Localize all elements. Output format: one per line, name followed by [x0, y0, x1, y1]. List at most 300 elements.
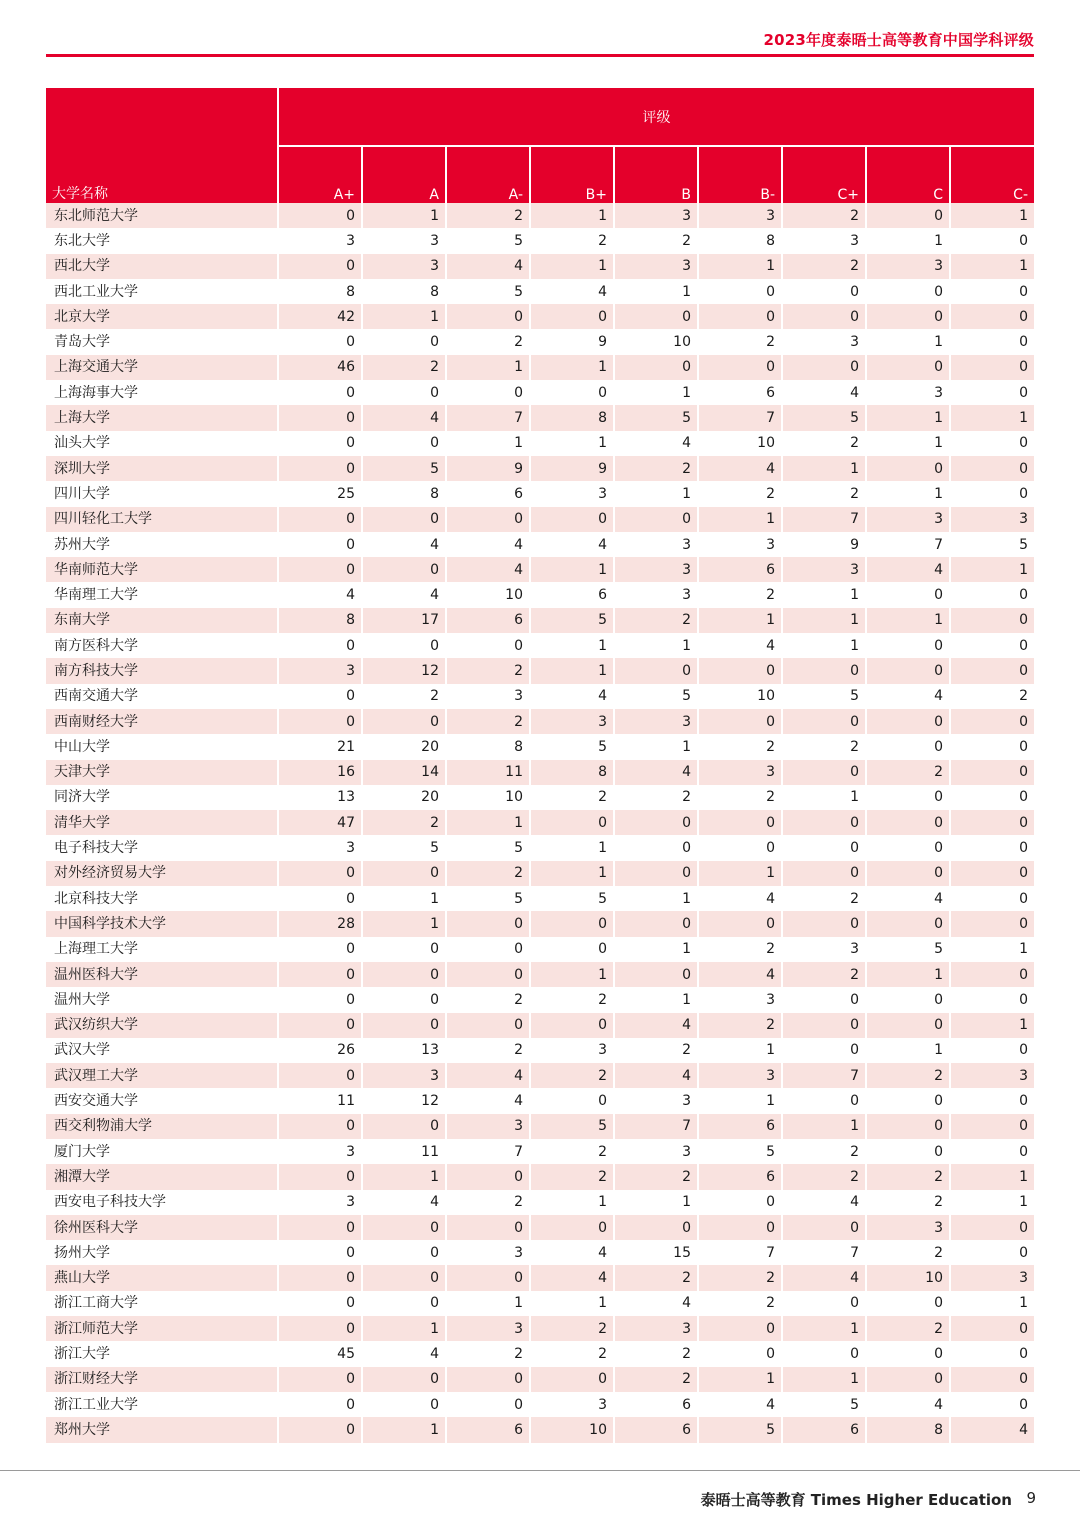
university-name-cell: 浙江工商大学: [46, 1291, 278, 1316]
grade-count-cell: 4: [530, 1265, 614, 1290]
grade-count-cell: 0: [446, 911, 530, 936]
grade-count-cell: 3: [614, 532, 698, 557]
grade-count-cell: 5: [614, 684, 698, 709]
grade-count-cell: 0: [782, 911, 866, 936]
grade-count-cell: 2: [782, 734, 866, 759]
grade-count-cell: 2: [614, 1038, 698, 1063]
grade-count-cell: 4: [446, 1088, 530, 1113]
grade-count-cell: 0: [866, 279, 950, 304]
university-name-cell: 扬州大学: [46, 1240, 278, 1265]
grade-count-cell: 5: [530, 608, 614, 633]
university-name-cell: 武汉理工大学: [46, 1063, 278, 1088]
university-name-cell: 浙江工业大学: [46, 1392, 278, 1417]
grade-count-cell: 0: [866, 911, 950, 936]
grade-count-cell: 0: [782, 279, 866, 304]
university-name-cell: 苏州大学: [46, 532, 278, 557]
university-name-cell: 浙江大学: [46, 1341, 278, 1366]
grade-count-cell: 0: [278, 1114, 362, 1139]
grade-count-cell: 4: [614, 760, 698, 785]
grade-count-cell: 2: [866, 1164, 950, 1189]
grade-count-cell: 0: [530, 1215, 614, 1240]
grade-count-cell: 0: [362, 633, 446, 658]
grade-count-cell: 1: [866, 1038, 950, 1063]
grade-count-cell: 0: [782, 355, 866, 380]
grade-count-cell: 3: [614, 709, 698, 734]
grade-count-cell: 1: [698, 254, 782, 279]
grade-count-cell: 6: [446, 608, 530, 633]
table-row: [46, 279, 1034, 304]
grade-count-cell: 0: [278, 709, 362, 734]
grade-count-cell: 2: [782, 1164, 866, 1189]
grade-count-cell: 5: [446, 886, 530, 911]
university-name-cell: 青岛大学: [46, 329, 278, 354]
grade-count-cell: 0: [614, 810, 698, 835]
grade-count-cell: 0: [950, 1215, 1034, 1240]
grade-count-cell: 2: [698, 937, 782, 962]
grade-count-cell: 21: [278, 734, 362, 759]
grade-count-cell: 0: [278, 203, 362, 228]
grade-count-cell: 9: [782, 532, 866, 557]
grade-count-cell: 7: [866, 532, 950, 557]
grade-count-cell: 2: [614, 1164, 698, 1189]
grade-count-cell: 1: [530, 835, 614, 860]
grade-count-cell: 0: [362, 987, 446, 1012]
grade-count-cell: 2: [530, 1139, 614, 1164]
table-row: [46, 962, 1034, 987]
grade-count-cell: 7: [782, 1063, 866, 1088]
grade-count-cell: 0: [278, 861, 362, 886]
grade-count-cell: 1: [698, 608, 782, 633]
grade-count-cell: 0: [698, 279, 782, 304]
grade-count-cell: 0: [698, 1341, 782, 1366]
grade-count-cell: 7: [446, 405, 530, 430]
university-name-cell: 天津大学: [46, 760, 278, 785]
grade-count-cell: 0: [278, 684, 362, 709]
grade-count-cell: 0: [446, 507, 530, 532]
grade-count-cell: 2: [614, 1367, 698, 1392]
grade-count-cell: 0: [362, 380, 446, 405]
grade-count-cell: 1: [866, 329, 950, 354]
grade-count-cell: 0: [446, 380, 530, 405]
grade-count-cell: 2: [614, 456, 698, 481]
grade-count-cell: 1: [950, 1164, 1034, 1189]
table-row: [46, 329, 1034, 354]
table-row: [46, 1164, 1034, 1189]
grade-count-cell: 3: [950, 507, 1034, 532]
university-name-cell: 东南大学: [46, 608, 278, 633]
university-name-cell: 浙江师范大学: [46, 1316, 278, 1341]
grade-count-cell: 4: [698, 886, 782, 911]
university-name-cell: 北京大学: [46, 304, 278, 329]
header-divider: [46, 54, 1034, 57]
grade-count-cell: 46: [278, 355, 362, 380]
grade-count-cell: 4: [866, 684, 950, 709]
grade-count-cell: 0: [278, 1417, 362, 1442]
grade-count-cell: 3: [446, 1240, 530, 1265]
grade-count-cell: 7: [614, 1114, 698, 1139]
table-row: [46, 582, 1034, 607]
grade-count-cell: 2: [446, 987, 530, 1012]
grade-count-cell: 1: [782, 456, 866, 481]
grade-count-cell: 13: [278, 785, 362, 810]
grade-count-cell: 3: [614, 203, 698, 228]
grade-count-cell: 0: [866, 1139, 950, 1164]
grade-count-cell: 0: [866, 785, 950, 810]
grade-count-cell: 2: [446, 203, 530, 228]
grade-count-cell: 1: [950, 1013, 1034, 1038]
university-name-cell: 上海理工大学: [46, 937, 278, 962]
grade-count-cell: 0: [446, 1392, 530, 1417]
grade-count-cell: 8: [530, 760, 614, 785]
grade-count-cell: 0: [530, 1088, 614, 1113]
grade-count-cell: 1: [866, 481, 950, 506]
table-row: [46, 1215, 1034, 1240]
grade-count-cell: 1: [950, 1190, 1034, 1215]
university-name-cell: 汕头大学: [46, 431, 278, 456]
grade-count-cell: 9: [530, 329, 614, 354]
grade-count-cell: 1: [530, 431, 614, 456]
grade-count-cell: 0: [278, 1265, 362, 1290]
grade-count-cell: 0: [950, 1088, 1034, 1113]
grade-count-cell: 2: [614, 1341, 698, 1366]
table-row: [46, 1013, 1034, 1038]
grade-count-cell: 1: [614, 886, 698, 911]
grade-count-cell: 1: [950, 405, 1034, 430]
grade-count-cell: 9: [530, 456, 614, 481]
table-row: [46, 1038, 1034, 1063]
grade-count-cell: 2: [698, 785, 782, 810]
grade-count-cell: 3: [614, 1088, 698, 1113]
grade-count-cell: 2: [866, 1240, 950, 1265]
table-row: [46, 405, 1034, 430]
grade-count-cell: 1: [362, 1164, 446, 1189]
grade-count-cell: 4: [614, 431, 698, 456]
grade-count-cell: 2: [530, 987, 614, 1012]
grade-count-cell: 3: [614, 1316, 698, 1341]
grade-count-cell: 0: [362, 329, 446, 354]
grade-count-cell: 0: [698, 835, 782, 860]
grade-count-cell: 1: [950, 203, 1034, 228]
grade-count-cell: 0: [446, 1367, 530, 1392]
grade-count-cell: 0: [278, 633, 362, 658]
table-row: [46, 254, 1034, 279]
grade-count-cell: 3: [866, 254, 950, 279]
grade-count-cell: 7: [782, 1240, 866, 1265]
grade-count-cell: 3: [278, 658, 362, 683]
grade-count-cell: 1: [530, 633, 614, 658]
grade-count-cell: 0: [446, 962, 530, 987]
grade-count-cell: 10: [698, 684, 782, 709]
grade-count-cell: 0: [866, 835, 950, 860]
grade-count-cell: 8: [278, 608, 362, 633]
grade-count-cell: 4: [698, 962, 782, 987]
grade-count-cell: 0: [530, 507, 614, 532]
grade-count-cell: 6: [446, 481, 530, 506]
column-header-grade: C-: [950, 146, 1034, 203]
grade-count-cell: 1: [782, 1367, 866, 1392]
university-name-cell: 西北工业大学: [46, 279, 278, 304]
grade-count-cell: 0: [866, 203, 950, 228]
column-header-grade: B-: [698, 146, 782, 203]
grade-count-cell: 0: [530, 380, 614, 405]
grade-count-cell: 5: [866, 937, 950, 962]
grade-count-cell: 0: [950, 861, 1034, 886]
grade-count-cell: 3: [782, 228, 866, 253]
grade-count-cell: 2: [782, 254, 866, 279]
grade-count-cell: 0: [782, 835, 866, 860]
grade-count-cell: 4: [362, 405, 446, 430]
grade-count-cell: 12: [362, 658, 446, 683]
grade-count-cell: 6: [614, 1417, 698, 1442]
grade-count-cell: 4: [362, 1341, 446, 1366]
university-name-cell: 郑州大学: [46, 1417, 278, 1442]
table-row: [46, 1240, 1034, 1265]
grade-count-cell: 10: [446, 785, 530, 810]
grade-count-cell: 1: [950, 254, 1034, 279]
grade-count-cell: 15: [614, 1240, 698, 1265]
grade-count-cell: 8: [866, 1417, 950, 1442]
grade-count-cell: 0: [950, 734, 1034, 759]
grade-count-cell: 1: [446, 1291, 530, 1316]
grade-count-cell: 6: [698, 1114, 782, 1139]
grade-count-cell: 3: [530, 1392, 614, 1417]
grade-count-cell: 0: [362, 1240, 446, 1265]
grade-count-cell: 0: [866, 709, 950, 734]
grade-count-cell: 1: [782, 785, 866, 810]
grade-count-cell: 3: [866, 507, 950, 532]
footer-brand: 泰晤士高等教育 Times Higher Education: [700, 1491, 1012, 1509]
grade-count-cell: 1: [782, 633, 866, 658]
grade-count-cell: 3: [362, 228, 446, 253]
table-row: [46, 1063, 1034, 1088]
grade-count-cell: 0: [614, 962, 698, 987]
university-name-cell: 电子科技大学: [46, 835, 278, 860]
grade-count-cell: 2: [950, 684, 1034, 709]
grade-count-cell: 3: [446, 684, 530, 709]
grade-count-cell: 2: [530, 1164, 614, 1189]
grade-count-cell: 3: [698, 760, 782, 785]
grade-count-cell: 0: [446, 304, 530, 329]
grade-count-cell: 0: [698, 355, 782, 380]
grade-count-cell: 0: [278, 380, 362, 405]
grade-count-cell: 2: [614, 608, 698, 633]
grade-count-cell: 0: [866, 456, 950, 481]
grade-count-cell: 1: [614, 937, 698, 962]
grade-count-cell: 1: [782, 582, 866, 607]
grade-count-cell: 2: [698, 1013, 782, 1038]
grade-count-cell: 0: [950, 304, 1034, 329]
grade-count-cell: 8: [362, 481, 446, 506]
grade-count-cell: 0: [278, 557, 362, 582]
report-title: 2023年度泰晤士高等教育中国学科评级: [763, 31, 1034, 49]
university-name-cell: 西交利物浦大学: [46, 1114, 278, 1139]
grade-count-cell: 0: [950, 582, 1034, 607]
table-row: [46, 507, 1034, 532]
grade-count-cell: 0: [446, 1164, 530, 1189]
grade-count-cell: 1: [782, 608, 866, 633]
grade-count-cell: 0: [782, 1215, 866, 1240]
grade-count-cell: 3: [782, 557, 866, 582]
grade-count-cell: 2: [446, 1341, 530, 1366]
grade-count-cell: 4: [698, 633, 782, 658]
grade-count-cell: 0: [278, 1291, 362, 1316]
grade-count-cell: 2: [782, 886, 866, 911]
grade-count-cell: 0: [614, 911, 698, 936]
grade-count-cell: 16: [278, 760, 362, 785]
table-row: [46, 532, 1034, 557]
grade-count-cell: 0: [698, 810, 782, 835]
grade-count-cell: 20: [362, 785, 446, 810]
grade-count-cell: 0: [698, 1316, 782, 1341]
table-row: [46, 431, 1034, 456]
grade-count-cell: 2: [698, 1291, 782, 1316]
grade-count-cell: 0: [698, 658, 782, 683]
grade-count-cell: 3: [362, 254, 446, 279]
grade-count-cell: 6: [698, 1164, 782, 1189]
grade-count-cell: 0: [950, 279, 1034, 304]
grade-count-cell: 0: [782, 658, 866, 683]
grade-count-cell: 0: [866, 633, 950, 658]
university-name-cell: 清华大学: [46, 810, 278, 835]
grade-count-cell: 3: [950, 1063, 1034, 1088]
table-row: [46, 861, 1034, 886]
grade-count-cell: 0: [278, 987, 362, 1012]
table-row: [46, 1316, 1034, 1341]
grade-count-cell: 0: [782, 987, 866, 1012]
grade-count-cell: 5: [530, 1114, 614, 1139]
grade-count-cell: 0: [614, 658, 698, 683]
grade-count-cell: 0: [950, 633, 1034, 658]
grade-count-cell: 6: [446, 1417, 530, 1442]
grade-count-cell: 6: [698, 557, 782, 582]
grade-count-cell: 2: [782, 431, 866, 456]
grade-count-cell: 3: [614, 1139, 698, 1164]
university-name-cell: 西安交通大学: [46, 1088, 278, 1113]
grade-count-cell: 10: [866, 1265, 950, 1290]
university-name-cell: 浙江财经大学: [46, 1367, 278, 1392]
university-name-cell: 华南理工大学: [46, 582, 278, 607]
grade-count-cell: 0: [278, 1316, 362, 1341]
grade-count-cell: 0: [950, 835, 1034, 860]
grade-count-cell: 0: [866, 1341, 950, 1366]
grade-count-cell: 2: [446, 658, 530, 683]
grade-count-cell: 9: [446, 456, 530, 481]
grade-count-cell: 0: [866, 987, 950, 1012]
grade-count-cell: 0: [782, 810, 866, 835]
university-name-cell: 西南财经大学: [46, 709, 278, 734]
grade-count-cell: 2: [866, 1063, 950, 1088]
grade-count-cell: 1: [782, 1114, 866, 1139]
table-row: [46, 1341, 1034, 1366]
grade-count-cell: 0: [530, 937, 614, 962]
grade-count-cell: 8: [278, 279, 362, 304]
grade-count-cell: 1: [446, 355, 530, 380]
grade-count-cell: 0: [950, 228, 1034, 253]
grade-count-cell: 2: [530, 1063, 614, 1088]
table-row: [46, 684, 1034, 709]
grade-count-cell: 0: [950, 1316, 1034, 1341]
university-name-cell: 西安电子科技大学: [46, 1190, 278, 1215]
grade-count-cell: 3: [614, 582, 698, 607]
ratings-table: [46, 88, 1034, 1443]
grade-count-cell: 0: [866, 582, 950, 607]
grade-count-cell: 2: [530, 228, 614, 253]
grade-count-cell: 0: [866, 304, 950, 329]
grade-count-cell: 1: [782, 1316, 866, 1341]
grade-count-cell: 2: [362, 810, 446, 835]
university-name-cell: 西南交通大学: [46, 684, 278, 709]
column-header-grade: B+: [530, 146, 614, 203]
column-header-grade: A: [362, 146, 446, 203]
table-row: [46, 1265, 1034, 1290]
grade-count-cell: 0: [950, 1367, 1034, 1392]
grade-count-cell: 5: [950, 532, 1034, 557]
table-row: [46, 1190, 1034, 1215]
grade-count-cell: 1: [614, 633, 698, 658]
grade-count-cell: 0: [446, 1215, 530, 1240]
grade-count-cell: 3: [278, 1139, 362, 1164]
grade-count-cell: 0: [866, 658, 950, 683]
university-name-cell: 华南师范大学: [46, 557, 278, 582]
grade-count-cell: 0: [866, 355, 950, 380]
table-row: [46, 1417, 1034, 1442]
grade-count-cell: 3: [866, 380, 950, 405]
grade-count-cell: 1: [698, 1088, 782, 1113]
grade-count-cell: 4: [446, 1063, 530, 1088]
grade-count-cell: 2: [866, 760, 950, 785]
grade-count-cell: 0: [950, 1392, 1034, 1417]
grade-count-cell: 4: [530, 532, 614, 557]
grade-count-cell: 5: [782, 405, 866, 430]
grade-count-cell: 0: [278, 1367, 362, 1392]
grade-count-cell: 7: [782, 507, 866, 532]
table-row: [46, 760, 1034, 785]
grade-count-cell: 0: [446, 1265, 530, 1290]
page-number: 9: [1026, 1489, 1036, 1507]
grade-count-cell: 4: [782, 1190, 866, 1215]
grade-count-cell: 3: [782, 329, 866, 354]
grade-count-cell: 2: [362, 355, 446, 380]
table-row: [46, 304, 1034, 329]
grade-count-cell: 3: [614, 557, 698, 582]
grade-count-cell: 0: [530, 304, 614, 329]
grade-count-cell: 4: [446, 254, 530, 279]
grade-count-cell: 1: [362, 203, 446, 228]
grade-count-cell: 14: [362, 760, 446, 785]
grade-count-cell: 0: [866, 1291, 950, 1316]
grade-count-cell: 0: [698, 1190, 782, 1215]
grade-count-cell: 1: [866, 405, 950, 430]
grade-count-cell: 5: [698, 1417, 782, 1442]
grade-count-cell: 0: [866, 1013, 950, 1038]
grade-count-cell: 0: [530, 911, 614, 936]
grade-count-cell: 0: [278, 507, 362, 532]
grade-count-cell: 10: [446, 582, 530, 607]
grade-count-cell: 1: [614, 1190, 698, 1215]
grade-count-cell: 0: [866, 1088, 950, 1113]
grade-count-cell: 1: [614, 734, 698, 759]
grade-count-cell: 4: [866, 1392, 950, 1417]
grade-count-cell: 0: [278, 1215, 362, 1240]
grade-count-cell: 0: [362, 1367, 446, 1392]
table-row: [46, 203, 1034, 228]
grade-count-cell: 0: [614, 835, 698, 860]
grade-count-cell: 6: [698, 380, 782, 405]
grade-count-cell: 1: [530, 861, 614, 886]
table-row: [46, 1367, 1034, 1392]
grade-count-cell: 1: [866, 431, 950, 456]
grade-count-cell: 4: [530, 684, 614, 709]
